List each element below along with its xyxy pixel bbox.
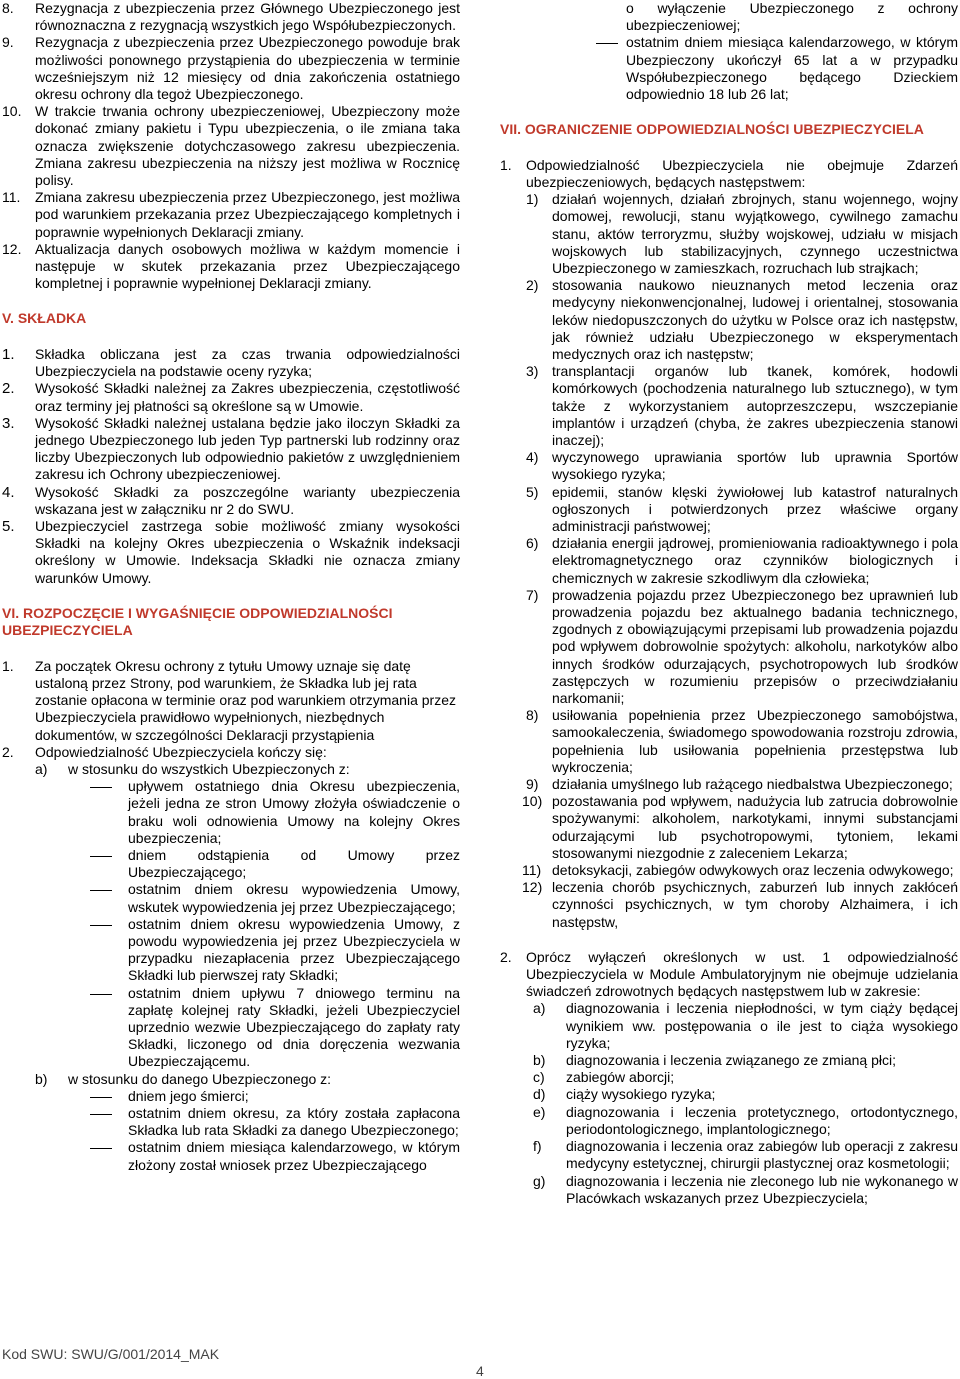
skladka-1: 1. Składka obliczana jest za czas trwania odpowiedzialności Ubezpieczyciela na podstawie oceny ryzyka; bbox=[2, 345, 460, 380]
page-number: 4 bbox=[476, 1363, 484, 1379]
list-item: b) diagnozowania i leczenia związanego ze zmianą płci; bbox=[533, 1052, 896, 1069]
skladka-3: 3. Wysokość Składki należnej ustalana będzie jako iloczyn Składki za jednego Ubezpieczonego lub jeden Typ partnerski lub rodzinny oraz liczby Ubezpieczonych lub odpowiednio pakietów z uwzględnieniem zakresu ich Ochrony ubezpieczeniowej. bbox=[2, 414, 460, 483]
para-8: 8. Rezygnacja z ubezpieczenia przez Głównego Ubezpieczonego jest równoznaczna z rezygnacją wszystkich jego Współubezpieczonych. bbox=[2, 0, 460, 34]
list-item: 5) epidemii, stanów klęski żywiołowej lub katastrof naturalnych ogłoszonych i potwierdzonych przez właściwe organy administracji państwowej; bbox=[526, 483, 958, 534]
list-item: 9) działania umyślnego lub rażącego niedbalstwa Ubezpieczonego; bbox=[526, 776, 953, 793]
dash-item: ostatnim dniem okresu wypowiedzenia Umowy, wskutek wypowiedzenia jej przez Ubezpieczającego; bbox=[68, 881, 460, 915]
section-heading-vi: VI. ROZPOCZĘCIE I WYGAŚNIĘCIE ODPOWIEDZIALNOŚCI UBEZPIECZYCIELA bbox=[2, 604, 393, 639]
list-item: 4) wyczynowego uprawiania sportów lub uprawnia Sportów wysokiego ryzyka; bbox=[526, 449, 958, 483]
dash-item: dniem odstąpienia od Umowy przez Ubezpieczającego; bbox=[68, 847, 460, 881]
list-item: 7) prowadzenia pojazdu przez Ubezpieczonego bez uprawnień lub prowadzenia pojazdu bez aktualnego badania technicznego, zgodnych z obowiązującymi przepisami lub prowadzenia pojazdu pod wpływem dobrowolnie spożytych: alkoholu, narkotyków albo innych środków odurzających, psychotropowych lub środków zastępczych w rozumieniu przepisów o przeciwdziałaniu narkomanii; bbox=[526, 586, 958, 707]
list-item: f) diagnozowania i leczenia oraz zabiegów lub operacji z zakresu medycyny estetycznej, chirurgii plastycznej oraz kosmetologii; bbox=[533, 1138, 958, 1172]
dash-item: ostatnim dniem miesiąca kalendarzowego, w którym złożony został wniosek przez Ubezpieczającego bbox=[68, 1139, 460, 1173]
list-item: d) ciąży wysokiego ryzyka; bbox=[533, 1086, 716, 1103]
para-12: 12. Aktualizacja danych osobowych możliwa w każdym momencie i następuje w skutek przekazania przez Ubezpieczającego kompletnej i poprawnie wypełnionej Deklaracji zmiany. bbox=[2, 240, 460, 292]
section-heading-vii: VII. OGRANICZENIE ODPOWIEDZIALNOŚCI UBEZPIECZYCIELA bbox=[500, 121, 924, 138]
list-item: g) diagnozowania i leczenia nie zleconego lub nie wykonanego w Placówkach wskazanych przez Ubezpieczyciela; bbox=[533, 1172, 958, 1206]
list-item: 11) detoksykacji, zabiegów odwykowych oraz leczenia odwykowego; bbox=[522, 862, 954, 879]
odp-2-a-dashes bbox=[2, 778, 460, 1070]
skladka-2: 2. Wysokość Składki należnej za Zakres ubezpieczenia, częstotliwość oraz terminy jej płatności są określone są w Umowie. bbox=[2, 380, 460, 414]
dash-item: ostatnim dniem miesiąca kalendarzowego, w którym Ubezpieczony ukończył 65 lat a w przypadku Współubezpieczonego będącego Dzieckiem odpowiednio 18 lub 26 lat; bbox=[500, 34, 958, 103]
dash-item: ostatnim dniem okresu wypowiedzenia Umowy, z powodu wypowiedzenia jej przez Ubezpieczyciela w przypadku niezapłacenia przez Ubezpieczającego Składki lub pierwszej raty Składki; bbox=[68, 916, 460, 985]
list-item: 1) działań wojennych, działań zbrojnych, stanu wojennego, wojny domowej, rewolucji, stanu wyjątkowego, cywilnego zamachu stanu, aktów terroryzmu, służby wojskowej, udziału w misjach wojskowych lub stabilizacyjnych, czynnego uczestnictwa Ubezpieczonego w zamieszkach, rozruchach lub strajkach; bbox=[526, 191, 958, 276]
list-item: 2) stosowania naukowo nieuznanych metod leczenia oraz medycyny niekonwencjonalnej, ludowej i orientalnej, stosowania leków niedopuszczonych do użytku w Polsce oraz ich następstw, jak również udziału Ubezpieczonego w eksperymentach medycznych oraz ich następstw; bbox=[526, 277, 958, 362]
section-heading-v: V. SKŁADKA bbox=[2, 310, 87, 327]
dash-item: ostatnim dniem upływu 7 dniowego terminu na zapłatę kolejnej raty Składki, jeżeli Ubezpieczyciel uprzednio wezwie Ubezpieczającego do zapłaty raty Składki, liczonego od dnia doręczenia wezwania Ubezpieczającemu. bbox=[68, 985, 460, 1071]
skladka-4: 4. Wysokość Składki za poszczególne warianty ubezpieczenia wskazana jest w załączniku nr 2 do SWU. bbox=[2, 483, 460, 517]
list-item: 6) działania energii jądrowej, promieniowania radioaktywnego i pola elektromagnetycznego oraz czynników biologicznych i chemicznych w zakresie szkodliwym dla człowieka; bbox=[526, 535, 958, 586]
odp-2-b: b) w stosunku do danego Ubezpieczonego z: bbox=[35, 1070, 332, 1087]
ogr-2-list bbox=[500, 1000, 958, 1206]
list-item: 3) transplantacji organów lub tkanek, komórek, hodowli komórkowych (pochodzenia naturalnego lub sztucznego), w tym także z wykorzystaniem autoprzeszczepu, wszczepianie implantów i urządzeń (chyba, że zakres ubezpieczenia stanowi inaczej); bbox=[526, 363, 958, 448]
left-column bbox=[2, 0, 460, 1174]
dash-item: ostatnim dniem okresu, za który została zapłacona Składka lub rata Składki za danego Ubezpieczonego; bbox=[68, 1105, 460, 1139]
odp-2-a: a) w stosunku do wszystkich Ubezpieczonych z: bbox=[35, 761, 350, 778]
list-item: 10) pozostawania pod wpływem, nadużycia lub zatrucia dobrowolnie spożywanymi: alkoholem, narkotykami, innymi substancjami odurzającymi lub psychotropowymi, tytoniem, lekami stosowanymi niezgodnie z zaleceniem Lekarza; bbox=[522, 793, 958, 861]
odp-2-b-dashes bbox=[2, 1088, 460, 1174]
para-9: 9. Rezygnacja z ubezpieczenia przez Ubezpieczonego powoduje brak możliwości ponownego przystąpienia do ubezpieczenia w terminie wcześniejszym niż 12 miesięcy od dnia zakończenia ostatniego okresu ochrony dla tegoż Ubezpieczonego. bbox=[2, 34, 460, 103]
para-10: 10. W trakcie trwania ochrony ubezpieczeniowej, Ubezpieczony może dokonać zmiany pakietu i Typu ubezpieczenia, o ile zmiana taka oznacza zwiększenie dotychczasowego zakresu ubezpieczenia. Zmiana zakresu ubezpieczenia na niższy jest możliwa w Rocznicę polisy. bbox=[2, 103, 460, 189]
odp-2: 2. Odpowiedzialność Ubezpieczyciela kończy się: bbox=[2, 743, 327, 760]
list-item: 8) usiłowania popełnienia przez Ubezpieczonego samobójstwa, samookaleczenia, świadomego spowodowania rozstroju zdrowia, popełnienia lub usiłowania popełnienia przestępstwa lub wykroczenia; bbox=[526, 707, 958, 775]
skladka-5: 5. Ubezpieczyciel zastrzega sobie możliwość zmiany wysokości Składki na kolejny Okres ubezpieczenia o Wskaźnik indeksacji określony w Umowie. Indeksacja Składki nie oznacza zmiany warunków Umowy. bbox=[2, 517, 460, 586]
continuation-text: o wyłączenie Ubezpieczonego z ochrony ubezpieczeniowej; bbox=[626, 0, 958, 34]
list-item: 12) leczenia chorób psychicznych, zaburzeń lub innych zakłóceń czynności psychicznych, w tym choroby Alzhaimera, i ich następstw, bbox=[522, 879, 958, 930]
ogr-1: 1. Odpowiedzialność Ubezpieczyciela nie obejmuje Zdarzeń ubezpieczeniowych, będących następstwem: bbox=[500, 156, 958, 190]
list-item: e) diagnozowania i leczenia protetycznego, ortodontycznego, periodontologicznego, implantologicznego; bbox=[533, 1103, 958, 1137]
list-item: c) zabiegów aborcji; bbox=[533, 1069, 675, 1086]
dash-item: upływem ostatniego dnia Okresu ubezpieczenia, jeżeli jedna ze stron Umowy złożyła oświadczenie o braku woli odnowienia Umowy na kolejny Okres ubezpieczenia; bbox=[68, 778, 460, 847]
para-11: 11. Zmiana zakresu ubezpieczenia przez Ubezpieczonego, jest możliwa pod warunkiem przekazania przez Ubezpieczającego kompletnych i poprawnie wypełnionych Deklaracji zmiany. bbox=[2, 189, 460, 240]
right-column bbox=[500, 0, 958, 1207]
list-item: a) diagnozowania i leczenia niepłodności, w tym ciąży będącej wynikiem ww. postępowania o ile jest to ciąża wysokiego ryzyka; bbox=[533, 1000, 958, 1051]
odp-1: 1. Za początek Okresu ochrony z tytułu Umowy uznaje się datę ustaloną przez Strony, pod warunkiem, że Składka lub jej rata zostanie opłacona w terminie oraz pod warunkiem otrzymania przez Ubezpieczyciela prawidłowo wypełnionych, niezbędnych dokumentów, w szczególności Deklaracji przystąpienia bbox=[2, 657, 456, 743]
ogr-1-list bbox=[500, 191, 958, 931]
dash-item: dniem jego śmierci; bbox=[68, 1088, 460, 1105]
ogr-2: 2. Oprócz wyłączeń określonych w ust. 1 odpowiedzialność Ubezpieczyciela w Module Ambulatoryjnym nie obejmuje udzielania świadczeń zdrowotnych będących następstwem lub w zakresie: bbox=[500, 948, 958, 1000]
footer-code: Kod SWU: SWU/G/001/2014_MAK bbox=[2, 1346, 220, 1362]
